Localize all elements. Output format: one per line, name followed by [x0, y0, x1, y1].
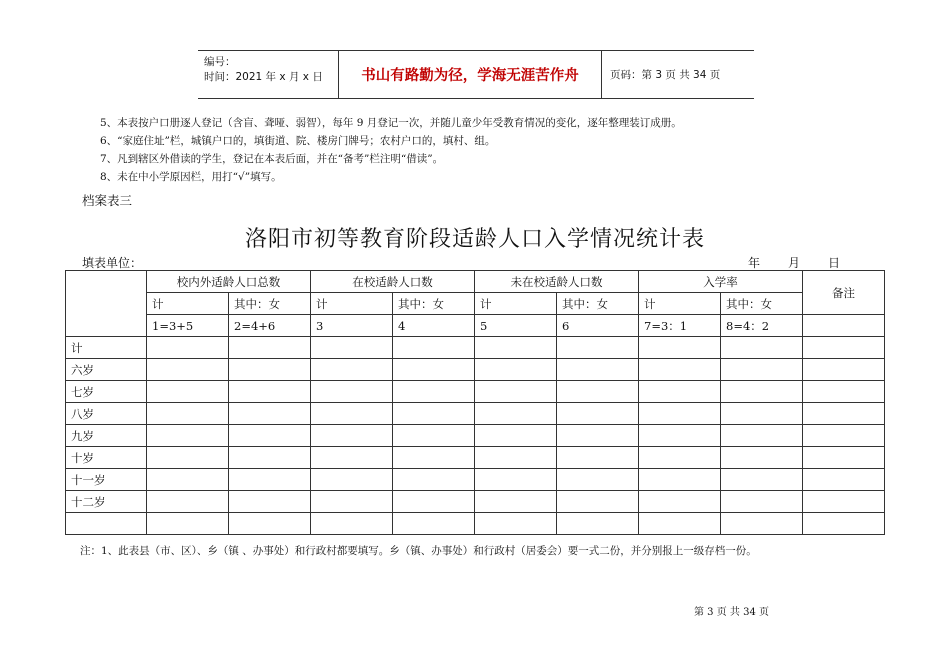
- fill-unit-label: 填表单位：: [82, 256, 143, 270]
- data-cell[interactable]: [721, 425, 803, 447]
- data-cell[interactable]: [393, 381, 475, 403]
- note-line: 6、“家庭住址”栏，城镇户口的，填街道、院、楼房门牌号；农村户口的，填村、组。: [100, 135, 496, 147]
- data-cell[interactable]: [475, 447, 557, 469]
- data-cell[interactable]: [557, 469, 639, 491]
- data-cell[interactable]: [639, 425, 721, 447]
- data-cell[interactable]: [475, 359, 557, 381]
- data-cell[interactable]: [803, 359, 885, 381]
- header-meta-cell: [198, 51, 339, 98]
- data-cell[interactable]: [721, 513, 803, 535]
- data-cell[interactable]: [475, 513, 557, 535]
- data-cell[interactable]: [147, 359, 229, 381]
- data-cell[interactable]: [639, 403, 721, 425]
- data-cell[interactable]: [311, 513, 393, 535]
- table-row: [66, 403, 885, 425]
- data-cell[interactable]: [475, 381, 557, 403]
- data-cell[interactable]: [311, 425, 393, 447]
- data-cell[interactable]: [639, 491, 721, 513]
- data-cell[interactable]: [639, 447, 721, 469]
- sub-header: 计: [311, 293, 393, 315]
- data-cell[interactable]: [803, 403, 885, 425]
- row-label: 十一岁: [66, 469, 147, 491]
- data-cell[interactable]: [393, 491, 475, 513]
- remark-header: 备注: [803, 271, 885, 315]
- data-cell[interactable]: [147, 381, 229, 403]
- data-cell[interactable]: [721, 337, 803, 359]
- data-cell[interactable]: [147, 513, 229, 535]
- data-cell[interactable]: [803, 381, 885, 403]
- day-label: 日: [828, 256, 841, 270]
- data-cell[interactable]: [721, 491, 803, 513]
- data-cell[interactable]: [393, 513, 475, 535]
- formula-cell: 5: [475, 315, 557, 337]
- header-page-info: 页码：第 3 页 共 34 页: [610, 69, 721, 81]
- row-label: [66, 513, 147, 535]
- row-label: 六岁: [66, 359, 147, 381]
- data-cell[interactable]: [147, 403, 229, 425]
- data-cell[interactable]: [229, 469, 311, 491]
- document-header: [198, 50, 754, 99]
- data-cell[interactable]: [393, 337, 475, 359]
- date-fields: [748, 254, 840, 271]
- table-row: [66, 425, 885, 447]
- data-cell[interactable]: [229, 513, 311, 535]
- row-label: 十岁: [66, 447, 147, 469]
- sub-header: 计: [475, 293, 557, 315]
- row-label: 十二岁: [66, 491, 147, 513]
- data-cell[interactable]: [803, 469, 885, 491]
- group-header: 未在校适龄人口数: [475, 271, 639, 293]
- data-cell[interactable]: [147, 447, 229, 469]
- table-row: [66, 469, 885, 491]
- table-row: [66, 381, 885, 403]
- formula-cell: 7=3：1: [639, 315, 721, 337]
- data-cell[interactable]: [311, 491, 393, 513]
- sub-header: 其中：女: [721, 293, 803, 315]
- data-cell[interactable]: [639, 337, 721, 359]
- data-cell[interactable]: [803, 447, 885, 469]
- month-label: 月: [788, 256, 801, 270]
- data-cell[interactable]: [475, 469, 557, 491]
- row-label: 计: [66, 337, 147, 359]
- group-header: 校内外适龄人口总数: [147, 271, 311, 293]
- footnote: 注：1、此表县（市、区）、乡（镇 、办事处）和行政村都要填写。乡（镇、办事处）和行政村（居委会）要一式二份，并分别报上一级存档一份。: [80, 545, 757, 557]
- data-cell[interactable]: [229, 337, 311, 359]
- data-cell[interactable]: [557, 447, 639, 469]
- table-row: [66, 337, 885, 359]
- header-motto: 书山有路勤为径，学海无涯苦作舟: [339, 51, 602, 98]
- data-cell[interactable]: [147, 425, 229, 447]
- page-number: 第 3 页 共 34 页: [694, 607, 769, 618]
- formula-cell: 1=3+5: [147, 315, 229, 337]
- data-cell[interactable]: [311, 447, 393, 469]
- data-cell[interactable]: [639, 469, 721, 491]
- data-cell[interactable]: [721, 381, 803, 403]
- data-cell[interactable]: [229, 447, 311, 469]
- data-cell[interactable]: [229, 381, 311, 403]
- data-cell[interactable]: [557, 381, 639, 403]
- data-cell[interactable]: [311, 469, 393, 491]
- data-cell[interactable]: [229, 359, 311, 381]
- data-cell[interactable]: [639, 381, 721, 403]
- data-cell[interactable]: [147, 469, 229, 491]
- section-label: 档案表三: [82, 193, 133, 208]
- data-cell[interactable]: [393, 469, 475, 491]
- sub-header: 计: [639, 293, 721, 315]
- formula-cell: 6: [557, 315, 639, 337]
- corner-cell: [66, 271, 147, 337]
- group-header: 在校适龄人口数: [311, 271, 475, 293]
- data-cell[interactable]: [229, 403, 311, 425]
- group-header: 入学率: [639, 271, 803, 293]
- row-label: 九岁: [66, 425, 147, 447]
- data-cell[interactable]: [311, 359, 393, 381]
- data-cell[interactable]: [311, 337, 393, 359]
- data-cell[interactable]: [557, 513, 639, 535]
- table-row: [66, 359, 885, 381]
- note-line: 7、凡到辖区外借读的学生，登记在本表后面，并在“备考”栏注明“借读”。: [100, 153, 444, 165]
- data-cell[interactable]: [229, 491, 311, 513]
- row-label: 八岁: [66, 403, 147, 425]
- data-cell[interactable]: [639, 513, 721, 535]
- data-cell[interactable]: [393, 447, 475, 469]
- data-cell[interactable]: [803, 513, 885, 535]
- formula-cell: 4: [393, 315, 475, 337]
- data-cell[interactable]: [557, 491, 639, 513]
- data-cell[interactable]: [475, 403, 557, 425]
- table-title: 洛阳市初等教育阶段适龄人口入学情况统计表: [244, 227, 705, 252]
- data-cell[interactable]: [147, 491, 229, 513]
- formula-cell: 2=4+6: [229, 315, 311, 337]
- data-cell[interactable]: [721, 469, 803, 491]
- sub-header: 计: [147, 293, 229, 315]
- data-cell[interactable]: [475, 337, 557, 359]
- instruction-notes: [100, 114, 682, 186]
- row-label: 七岁: [66, 381, 147, 403]
- statistics-table: [65, 270, 885, 535]
- data-cell[interactable]: [557, 359, 639, 381]
- data-cell[interactable]: [393, 425, 475, 447]
- data-cell[interactable]: [147, 337, 229, 359]
- note-line: 8、未在中小学原因栏，用打“√”填写。: [100, 171, 282, 183]
- data-cell[interactable]: [721, 359, 803, 381]
- sub-header: 其中：女: [393, 293, 475, 315]
- formula-cell: 8=4：2: [721, 315, 803, 337]
- data-cell[interactable]: [803, 425, 885, 447]
- data-cell[interactable]: [557, 337, 639, 359]
- data-cell[interactable]: [311, 403, 393, 425]
- data-cell[interactable]: [393, 359, 475, 381]
- formula-cell: 3: [311, 315, 393, 337]
- code-label: 编号：: [204, 56, 236, 68]
- sub-header: 其中：女: [557, 293, 639, 315]
- table-row: [66, 513, 885, 535]
- data-cell[interactable]: [311, 381, 393, 403]
- year-label: 年: [748, 256, 761, 270]
- data-cell[interactable]: [229, 425, 311, 447]
- data-cell[interactable]: [393, 403, 475, 425]
- data-cell[interactable]: [803, 491, 885, 513]
- data-cell[interactable]: [557, 403, 639, 425]
- table-row: [66, 491, 885, 513]
- table-row: [66, 447, 885, 469]
- data-cell[interactable]: [475, 491, 557, 513]
- remark-cell: [803, 315, 885, 337]
- note-line: 5、本表按户口册逐人登记（含盲、聋哑、弱智），每年 9 月登记一次，并随儿童少年受教育情况的变化，逐年整理装订成册。: [100, 117, 682, 129]
- data-cell[interactable]: [475, 425, 557, 447]
- data-cell[interactable]: [803, 337, 885, 359]
- data-cell[interactable]: [557, 425, 639, 447]
- data-cell[interactable]: [639, 359, 721, 381]
- time-label: 时间：2021 年 x 月 x 日: [204, 71, 323, 83]
- data-cell[interactable]: [721, 447, 803, 469]
- sub-header: 其中：女: [229, 293, 311, 315]
- data-cell[interactable]: [721, 403, 803, 425]
